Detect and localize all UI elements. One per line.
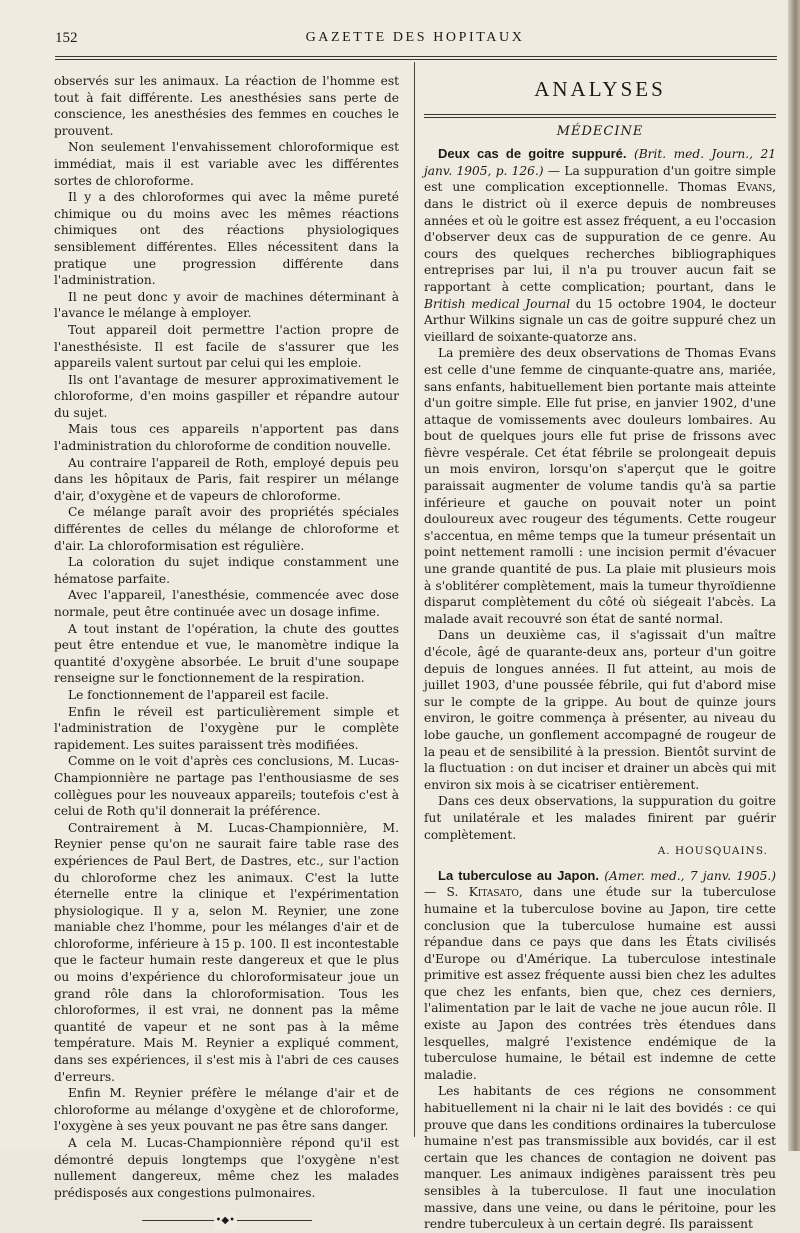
paragraph: Tout appareil doit permettre l'action propre de l'anesthésiste. Il est facile de s'assurer que les appareils valent surtout par celui qui les emploie.	[54, 322, 399, 371]
paragraph: A cela M. Lucas-Championnière répond qu'il est démontré depuis longtemps que l'oxygène n'est nullement dangereux, même chez les malades prédisposés aux congestions pulmonaires.	[54, 1136, 399, 1200]
paragraph: Enfin M. Reynier préfère le mélange d'air et de chloroforme au mélange d'oxygène et de chloroforme, l'oxygène à ses yeux pouvant ne pas être sans danger.	[54, 1086, 399, 1134]
header-rule	[55, 56, 777, 57]
header-rule-double	[55, 59, 777, 60]
article-text: — La suppuration d'un goitre simple est une complication exceptionnelle. Thomas	[424, 163, 776, 195]
left-column	[54, 73, 399, 1225]
paragraph: Il y a des chloroformes qui avec la même pureté chimique ou du moins avec les mêmes réactions chimiques ont des réactions physiologiques sensiblement différentes. Elles nécessitent dans la pratique une progression différente dans l'administration.	[54, 190, 399, 288]
paragraph: La coloration du sujet indique constamment une hématose parfaite.	[54, 555, 399, 586]
ornament-mark: •◆•	[214, 1213, 238, 1230]
author-name: Evans	[736, 180, 773, 195]
journal-title: GAZETTE DES HOPITAUX	[305, 30, 525, 45]
section-rule	[424, 117, 776, 118]
paragraph: Au contraire l'appareil de Roth, employé depuis peu dans les hôpitaux de Paris, fait respirer un mélange d'air, d'oxygène et de vapeurs de chloroforme.	[54, 455, 399, 503]
article-lead	[424, 146, 776, 345]
article-lead	[424, 868, 776, 1084]
article-citation: (Amer. med., 7 janv. 1905.)	[604, 868, 776, 883]
article-text: , dans le district où il exerce depuis de nombreuses années et où le goitre est assez fréquent, a eu l'occasion d'observer deux cas de suppuration de ce genre. Au cours des quelques recherches bibliographiques entreprises par lui, il n'a pu trouver aucun fait se rapportant à cette complication; pourtant, dans le	[424, 180, 776, 294]
paragraph: Il ne peut donc y avoir de machines déterminant à l'avance le mélange à employer.	[54, 289, 399, 321]
paragraph: Les habitants de ces régions ne consomment habituellement ni la chair ni le lait des bovidés : ce qui prouve que dans les conditions ordinaires la tuberculose humaine n'est pas transmissible aux bovidés, car il est certain que les chances de contagion ne doivent pas manquer. Les animaux indigènes paraissent très peu sensibles à la tuberculose. Il faut une inoculation massive, dans une veine, ou dans le péritoine, pour les rendre tuberculeux à un certain degré. Ils paraissent	[424, 1084, 776, 1232]
paragraph: Comme on le voit d'après ces conclusions, M. Lucas-Championnière ne partage pas l'enthousiasme de ses collègues pour les nouveaux appareils; toutefois c'est à celui de Roth qu'il donnerait la préférence.	[54, 754, 399, 819]
paragraph: Le fonctionnement de l'appareil est facile.	[68, 687, 329, 702]
paragraph: Ce mélange paraît avoir des propriétés spéciales différentes de celles du mélange de chloroforme et d'air. La chloroformisation est régulière.	[54, 505, 399, 553]
article-signature: A. HOUSQUAINS.	[657, 845, 768, 858]
paragraph: Non seulement l'envahissement chloroformique est immédiat, mais il est variable avec les différentes sortes de chloroforme.	[54, 140, 399, 188]
paragraph: Ils ont l'avantage de mesurer approximativement le chloroforme, d'en moins gaspiller et répandre autour du sujet.	[54, 372, 399, 420]
paragraph: Avec l'appareil, l'anesthésie, commencée avec dose normale, peut être continuée avec un dosage infime.	[54, 588, 399, 619]
article-title: La tuberculose au Japon.	[438, 867, 599, 883]
end-ornament	[142, 1217, 312, 1225]
paragraph: La première des deux observations de Thomas Evans est celle d'une femme de cinquante-quatre ans, mariée, sans enfants, habituellement bien portante mais atteinte d'un goitre simple. Elle fut prise, en janvier 1902, d'une attaque de vomissements avec douleurs lombaires. Au bout de quelques jours elle fut prise de frissons avec fièvre vespérale. Cet état fébrile se prolongeait depuis un mois environ, lorsqu'on s'aperçut que le goitre paraissait augmenter de volume tandis qu'à sa partie inférieure et gauche on pouvait noter un point douloureux avec rougeur des téguments. Cette rougeur s'accentua, en même temps que la tumeur présentait un point nettement ramolli : une incision permit d'évacuer une grande quantité de pus. La plaie mit plusieurs mois à s'oblitérer complètement, mais la tumeur thyroïdienne disparut complètement du côté où siégeait l'abcès. La malade avait recouvré son état de santé normal.	[424, 346, 776, 626]
article-title: Deux cas de goitre suppuré.	[438, 146, 627, 162]
subsection-title: MÉDECINE	[556, 123, 644, 139]
article-citation: (Brit. med. Journ., 21 janv. 1905, p. 126.)	[424, 147, 777, 178]
paragraph: Enfin le réveil est particulièrement simple et l'administration de l'oxygène pur le complète rapidement. Les suites paraissent très modifiées.	[54, 704, 399, 752]
section-rule	[424, 114, 776, 115]
column-divider	[414, 62, 415, 1137]
article-text: , dans une étude sur la tuberculose humaine et la tuberculose bovine au Japon, tire cette conclusion que la tuberculose humaine est aussi répandue dans ce pays que dans les États civilisés d'Europe ou d'Amérique. La tuberculose intestinale primitive est assez fréquente aussi bien chez les adultes que chez les enfants, bien que, chez ces derniers, l'alimentation par le lait de vache ne joue aucun rôle. Il existe au Japon des contrées très étendues dans lesquelles, malgré l'existence endémique de la tuberculose humaine, le bétail est indemne de cette maladie.	[424, 885, 777, 1082]
journal-reference: British medical Journal	[424, 296, 571, 311]
paragraph: A tout instant de l'opération, la chute des gouttes peut être entendue et vue, le manomètre indique la quantité d'oxygène absorbée. Le bruit d'une soupape renseigne sur le fonctionnement de la respiration.	[54, 621, 399, 686]
page-number: 152	[55, 30, 78, 46]
paragraph: Mais tous ces appareils n'apportent pas dans l'administration du chloroforme de condition nouvelle.	[54, 422, 399, 454]
right-column	[424, 73, 776, 1233]
page-edge	[788, 0, 800, 1151]
page-header	[55, 30, 775, 50]
paragraph: Contrairement à M. Lucas-Championnière, M. Reynier pense qu'on ne saurait faire table rase des expériences de Paul Bert, de Dastres, etc., sur l'action du chloroforme chez les animaux. C'est la lutte éternelle entre la clinique et l'expérimentation physiologique. Il y a, selon M. Reynier, une zone maniable chez l'homme, pour les mélanges d'air et de chloroforme, inférieure à 15 p. 100. Il est incontestable que le facteur humain reste dangereux et que le plus ou moins d'expérience du chloroformisateur joue un grand rôle dans la chloroformisation. Tous les chloroformes, il est vrai, ne donnent pas la même quantité de vapeur et ne sont pas à la même température. Mais M. Reynier a expliqué comment, dans ses expériences, il s'est mis à l'abri de ces causes d'erreurs.	[54, 820, 399, 1084]
paragraph: Dans ces deux observations, la suppuration du goitre fut unilatérale et les malades finirent par guérir complètement.	[424, 794, 776, 842]
paragraph: Dans un deuxième cas, il s'agissait d'un maître d'école, âgé de quarante-deux ans, porteur d'un goitre depuis de longues années. Il fut atteint, au mois de juillet 1903, d'une poussée fébrile, qui fut d'abord mise sur le compte de la grippe. Au bout de quinze jours environ, le goitre commença à présenter, au niveau du lobe gauche, un gonflement accompagné de rougeur de la peau et de sensibilité à la pression. Bientôt survint de la fluctuation : on dut inciser et drainer un abcès qui mit environ six mois à se cicatriser entièrement.	[424, 628, 776, 792]
author-name: Kitasato	[468, 885, 519, 900]
paragraph: observés sur les animaux. La réaction de l'homme est tout à fait différente. Les anesthésies sans perte de conscience, les anesthésies des femmes en couches le prouvent.	[54, 74, 399, 138]
section-title: ANALYSES	[534, 77, 666, 101]
article-text: du 15 octobre 1904, le docteur Arthur Wilkins signale un cas de goitre suppuré chez un vieillard de soixante-quatorze ans.	[424, 296, 776, 344]
article-text: — S.	[424, 885, 469, 900]
